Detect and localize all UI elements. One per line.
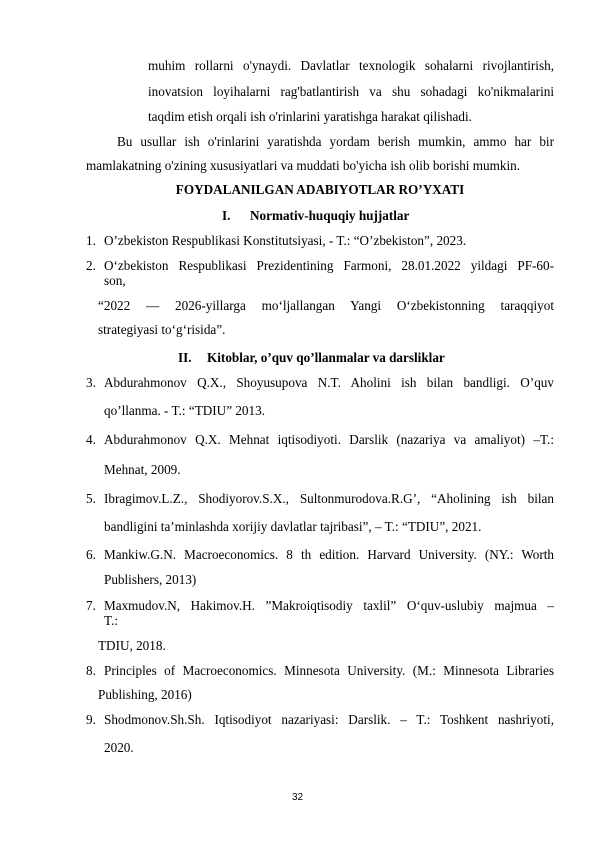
ref-5-line-1: Ibragimov.L.Z., Shodiyorov.S.X., Sultonmurodova.R.G’, “Aholining ish bilan (104, 491, 554, 506)
ref-6-line-1: Mankiw.G.N. Macroeconomics. 8 th edition. Harvard University. (NY.: Worth (104, 547, 554, 562)
ref-1-line-1: O’zbekiston Respublikasi Konstitutsiyasi, - T.: “O’zbekiston”, 2023. (104, 233, 467, 248)
ref-8-line-2: Publishing, 2016) (98, 687, 192, 702)
ref-2-line-2: son, (104, 273, 126, 288)
ref-5-line-2: bandligini ta’minlashda xorijiy davlatlar tajribasi”, – T.: “TDIU”, 2021. (104, 519, 482, 534)
section-1-number: I. (222, 208, 231, 223)
ref-2-line-4: strategiyasi to‘g‘risida”. (98, 322, 226, 337)
ref-3-line-1: Abdurahmonov Q.X., Shoyusupova N.T. Aholini ish bilan bandligi. O’quv (104, 375, 554, 390)
intro-line-2: inovatsion loyihalarni rag'batlantirish va shu sohadagi ko'nikmalarini (148, 84, 554, 99)
page-number: 32 (291, 792, 304, 803)
ref-1-number: 1. (86, 233, 96, 248)
ref-6-number: 6. (86, 547, 96, 562)
ref-3-number: 3. (86, 375, 96, 390)
ref-8-line-1: Principles of Macroeconomics. Minnesota University. (M.: Minnesota Libraries (104, 663, 554, 678)
intro-line-3: taqdim etish orqali ish o'rinlarini yaratishga harakat qilishadi. (148, 109, 472, 124)
ref-7-line-2: T.: (104, 613, 119, 628)
section-1-title: Normativ-huquqiy hujjatlar (250, 208, 410, 223)
section-2-number: II. (178, 350, 192, 365)
ref-4-line-2: Mehnat, 2009. (104, 462, 181, 477)
ref-7-number: 7. (86, 598, 96, 613)
ref-2-number: 2. (86, 258, 96, 273)
paragraph-line-1: Bu usullar ish o'rinlarini yaratishda yordam berish mumkin, ammo har bir (117, 134, 554, 149)
ref-9-line-1: Shodmonov.Sh.Sh. Iqtisodiyot nazariyasi: Darslik. – T.: Toshkent nashriyoti, (104, 712, 554, 727)
intro-line-1: muhim rollarni o'ynaydi. Davlatlar texnologik sohalarni rivojlantirish, (148, 58, 554, 73)
ref-5-number: 5. (86, 491, 96, 506)
ref-4-number: 4. (86, 432, 96, 447)
ref-6-line-2: Publishers, 2013) (104, 572, 197, 587)
ref-2-line-3: “2022 — 2026-yillarga mo‘ljallangan Yangi O‘zbekistonning taraqqiyot (98, 298, 554, 313)
ref-9-line-2: 2020. (104, 740, 134, 755)
references-heading: FOYDALANILGAN ADABIYOTLAR RO’YXATI (175, 182, 465, 197)
ref-2-line-1: O‘zbekiston Respublikasi Prezidentining Farmoni, 28.01.2022 yildagi PF-60- (104, 258, 554, 273)
section-2-title: Kitoblar, o’quv qo’llanmalar va darsliklar (207, 350, 445, 365)
ref-8-number: 8. (86, 663, 96, 678)
ref-4-line-1: Abdurahmonov Q.X. Mehnat iqtisodiyoti. Darslik (nazariya va amaliyot) –T.: (104, 432, 554, 447)
paragraph-line-2: mamlakatning o'zining xususiyatlari va muddati bo'yicha ish olib borishi mumkin. (86, 158, 521, 173)
ref-9-number: 9. (86, 712, 96, 727)
ref-7-line-1: Maxmudov.N, Hakimov.H. ”Makroiqtisodiy taxlil” O‘quv-uslubiy majmua – (104, 598, 554, 613)
ref-7-line-3: TDIU, 2018. (98, 638, 166, 653)
ref-3-line-2: qo’llanma. - T.: “TDIU” 2013. (104, 403, 266, 418)
